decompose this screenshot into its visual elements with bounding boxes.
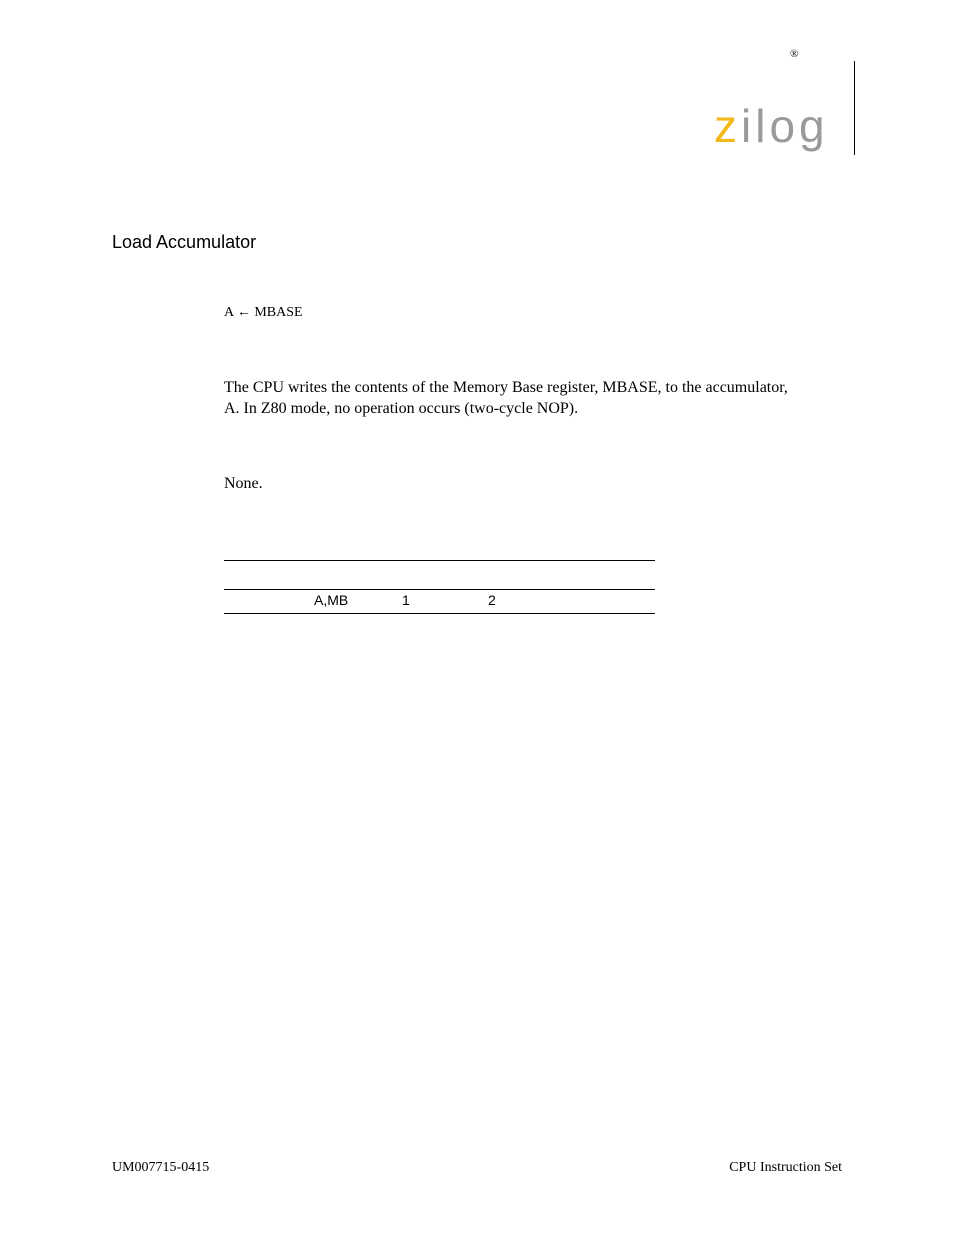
registered-mark: ® xyxy=(790,48,799,60)
table-header-rule xyxy=(224,589,655,590)
description xyxy=(224,377,844,419)
table-cell-col2: 1 xyxy=(402,592,410,608)
description-line-2: A. In Z80 mode, no operation occurs (two-cycle NOP). xyxy=(224,400,579,417)
operation-formula: A ← MBASE xyxy=(224,305,303,320)
svg-text:zilog: zilog xyxy=(714,106,829,152)
section-title: Load Accumulator xyxy=(112,232,257,252)
footer-doc-id: UM007715-0415 xyxy=(112,1160,210,1175)
table-top-rule xyxy=(224,560,655,561)
footer-section: CPU Instruction Set xyxy=(729,1160,842,1175)
table-cell-col3: 2 xyxy=(488,592,496,608)
description-line-1: The CPU writes the contents of the Memory Base register, MBASE, to the accumulator, xyxy=(224,379,788,396)
zilog-logo xyxy=(714,106,846,158)
header-divider xyxy=(854,61,855,155)
table-cell-operand: A,MB xyxy=(314,592,349,608)
table-bottom-rule xyxy=(224,613,655,614)
flags-text: None. xyxy=(224,475,263,492)
